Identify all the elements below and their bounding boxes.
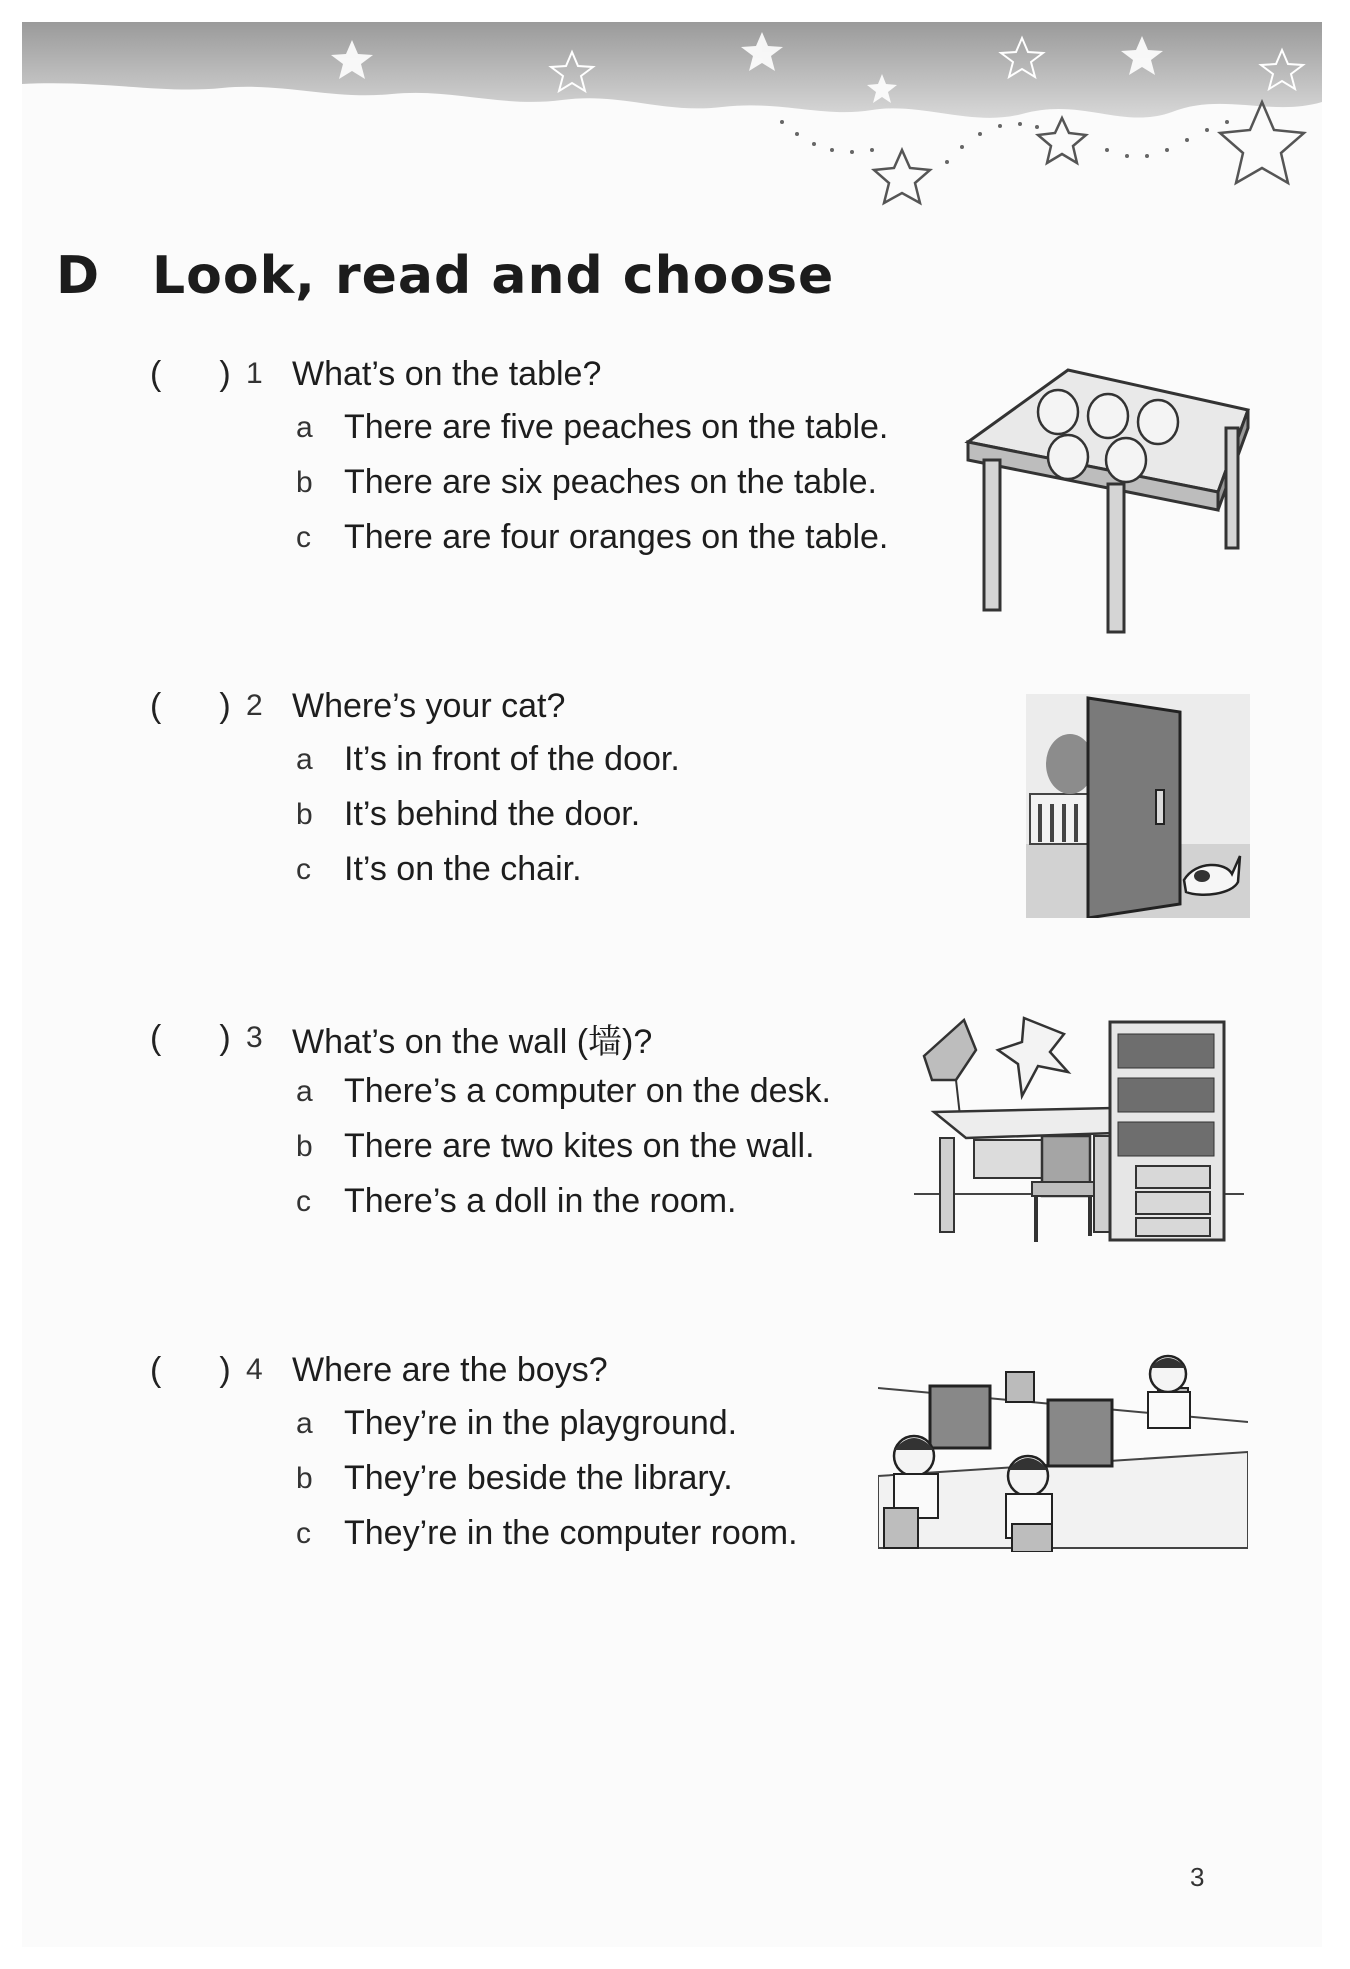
option-letter: a xyxy=(296,410,313,444)
open-paren: ( xyxy=(150,686,162,725)
option-letter: c xyxy=(296,1516,311,1550)
question-number: 1 xyxy=(246,357,263,390)
option-text: There are four oranges on the table. xyxy=(344,518,889,556)
option-text: There’s a computer on the desk. xyxy=(344,1072,831,1110)
option-letter: b xyxy=(296,1461,313,1495)
question-line xyxy=(150,1012,910,1064)
option-a[interactable] xyxy=(150,1064,910,1119)
question-text: What’s on the table? xyxy=(292,354,602,393)
computer-room-boys-illustration xyxy=(878,1352,1248,1552)
option-b[interactable] xyxy=(150,787,910,842)
option-letter: b xyxy=(296,797,313,831)
option-letter: a xyxy=(296,1074,313,1108)
question-text: Where’s your cat? xyxy=(292,686,566,725)
question-text: Where are the boys? xyxy=(292,1350,608,1389)
option-c[interactable] xyxy=(150,842,910,897)
close-paren: ) xyxy=(219,1350,231,1389)
answer-blank[interactable] xyxy=(150,687,246,726)
option-text: There’s a doll in the room. xyxy=(344,1182,737,1220)
option-text: They’re beside the library. xyxy=(344,1459,733,1497)
option-text: It’s on the chair. xyxy=(344,850,582,888)
option-text: It’s in front of the door. xyxy=(344,740,680,778)
option-letter: a xyxy=(296,742,313,776)
option-text: There are two kites on the wall. xyxy=(344,1127,815,1165)
option-text: They’re in the computer room. xyxy=(344,1514,798,1552)
question-number: 2 xyxy=(246,689,263,722)
question-1 xyxy=(150,348,910,565)
question-text: What’s on the wall (墙)? xyxy=(292,1022,653,1061)
option-letter: c xyxy=(296,852,311,886)
worksheet-page xyxy=(22,22,1322,1947)
page-number: 3 xyxy=(1190,1862,1205,1892)
answer-blank[interactable] xyxy=(150,1019,246,1058)
option-b[interactable] xyxy=(150,455,910,510)
option-c[interactable] xyxy=(150,1506,910,1561)
star-banner-decoration xyxy=(22,22,1322,222)
option-letter: c xyxy=(296,1184,311,1218)
door-and-cat-illustration xyxy=(1026,694,1250,918)
answer-blank[interactable] xyxy=(150,1351,246,1390)
open-paren: ( xyxy=(150,354,162,393)
answer-blank[interactable] xyxy=(150,355,246,394)
close-paren: ) xyxy=(219,686,231,725)
option-text: It’s behind the door. xyxy=(344,795,641,833)
option-letter: b xyxy=(296,1129,313,1163)
question-4 xyxy=(150,1344,910,1561)
open-paren: ( xyxy=(150,1350,162,1389)
question-line xyxy=(150,348,910,400)
section-letter: D xyxy=(56,246,101,306)
option-b[interactable] xyxy=(150,1119,910,1174)
question-2 xyxy=(150,680,910,897)
question-number: 4 xyxy=(246,1353,263,1386)
section-heading: Look, read and choose xyxy=(152,246,835,306)
close-paren: ) xyxy=(219,354,231,393)
question-line xyxy=(150,1344,910,1396)
open-paren: ( xyxy=(150,1018,162,1057)
option-text: They’re in the playground. xyxy=(344,1404,738,1442)
option-letter: c xyxy=(296,520,311,554)
question-line xyxy=(150,680,910,732)
section-title xyxy=(56,246,834,306)
option-text: There are six peaches on the table. xyxy=(344,463,877,501)
option-b[interactable] xyxy=(150,1451,910,1506)
option-a[interactable] xyxy=(150,400,910,455)
option-a[interactable] xyxy=(150,1396,910,1451)
study-room-with-kites-illustration xyxy=(914,1006,1244,1248)
option-a[interactable] xyxy=(150,732,910,787)
close-paren: ) xyxy=(219,1018,231,1057)
option-letter: a xyxy=(296,1406,313,1440)
option-c[interactable] xyxy=(150,510,910,565)
option-c[interactable] xyxy=(150,1174,910,1229)
question-3 xyxy=(150,1012,910,1229)
table-with-peaches-illustration xyxy=(958,362,1258,634)
question-number: 3 xyxy=(246,1021,263,1054)
option-letter: b xyxy=(296,465,313,499)
option-text: There are five peaches on the table. xyxy=(344,408,889,446)
